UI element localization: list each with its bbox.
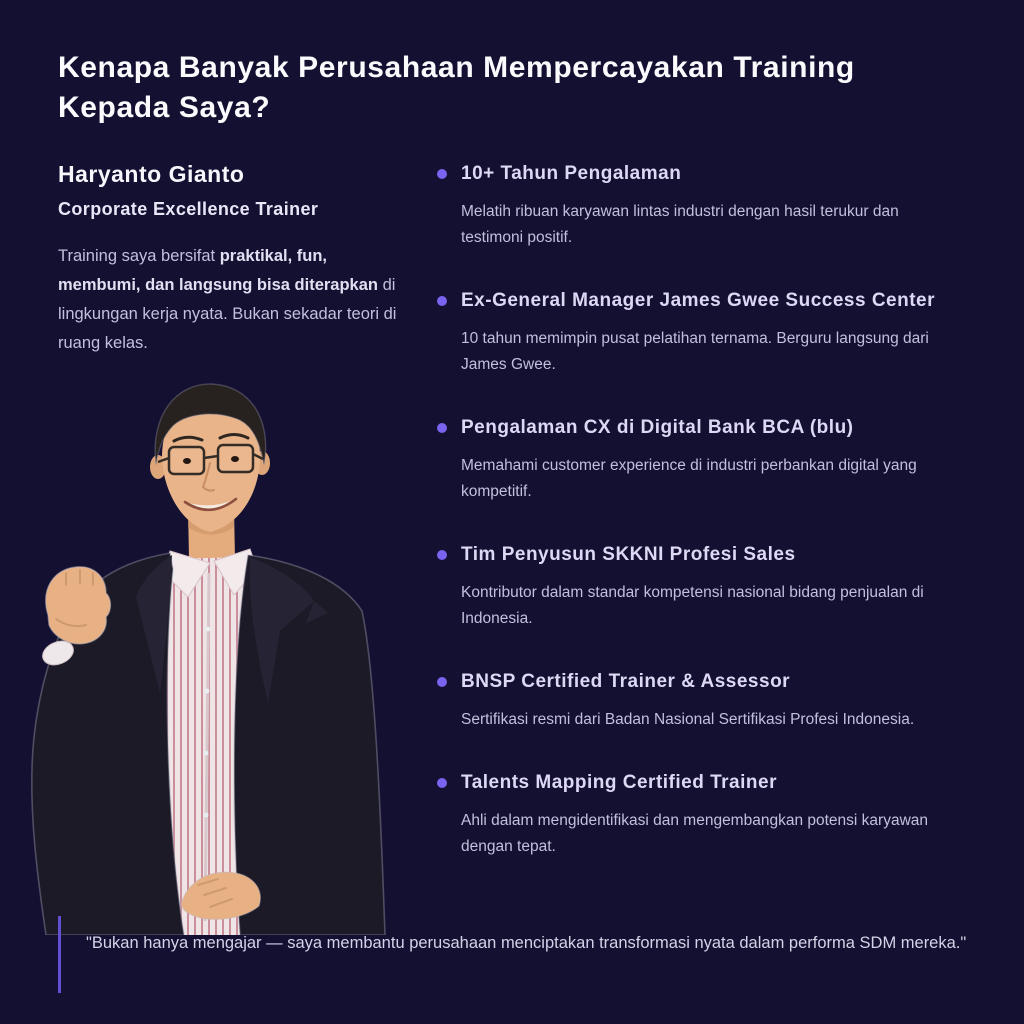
credential-description: Melatih ribuan karyawan lintas industri dengan hasil terukur dan testimoni positif. xyxy=(461,203,899,246)
list-item xyxy=(437,287,959,378)
intro-suffix: di lingkungan kerja nyata. Bukan sekadar teori di ruang kelas. xyxy=(58,276,397,352)
list-item xyxy=(437,414,959,505)
bullet-icon xyxy=(437,296,447,306)
intro-prefix: Training saya bersifat xyxy=(58,247,220,265)
bullet-icon xyxy=(437,169,447,179)
page-title: Kenapa Banyak Perusahaan Mempercayakan Training Kepada Saya? xyxy=(58,51,855,124)
testimonial-quote xyxy=(58,916,978,993)
trainer-intro xyxy=(58,242,410,358)
quote-text: "Bukan hanya mengajar — saya membantu perusahaan menciptakan transformasi nyata dalam performa SDM mereka." xyxy=(86,934,967,952)
credential-title: Pengalaman CX di Digital Bank BCA (blu) xyxy=(461,417,854,438)
list-item xyxy=(437,668,959,733)
bullet-icon xyxy=(437,677,447,687)
credential-title: BNSP Certified Trainer & Assessor xyxy=(461,671,791,692)
credential-title: Talents Mapping Certified Trainer xyxy=(461,772,777,793)
credential-title: Tim Penyusun SKKNI Profesi Sales xyxy=(461,544,796,565)
bullet-icon xyxy=(437,550,447,560)
trainer-photo xyxy=(12,361,408,935)
bullet-icon xyxy=(437,423,447,433)
credential-description: Sertifikasi resmi dari Badan Nasional Sertifikasi Profesi Indonesia. xyxy=(461,711,915,728)
list-item xyxy=(437,769,959,860)
trainer-role: Corporate Excellence Trainer xyxy=(58,199,319,219)
credentials-list xyxy=(437,160,959,896)
list-item xyxy=(437,160,959,251)
intro-bold: praktikal, fun, membumi, dan langsung bisa diterapkan xyxy=(58,247,378,294)
list-item xyxy=(437,541,959,632)
credential-description: Memahami customer experience di industri perbankan digital yang kompetitif. xyxy=(461,457,917,500)
credential-description: Kontributor dalam standar kompetensi nasional bidang penjualan di Indonesia. xyxy=(461,584,924,627)
credential-title: Ex-General Manager James Gwee Success Center xyxy=(461,290,936,311)
credential-description: 10 tahun memimpin pusat pelatihan ternama. Berguru langsung dari James Gwee. xyxy=(461,330,929,373)
credential-description: Ahli dalam mengidentifikasi dan mengembangkan potensi karyawan dengan tepat. xyxy=(461,812,928,855)
trainer-summary xyxy=(58,160,410,358)
trainer-photo-illustration xyxy=(12,361,408,935)
trainer-name: Haryanto Gianto xyxy=(58,161,245,187)
bullet-icon xyxy=(437,778,447,788)
credential-title: 10+ Tahun Pengalaman xyxy=(461,163,682,184)
